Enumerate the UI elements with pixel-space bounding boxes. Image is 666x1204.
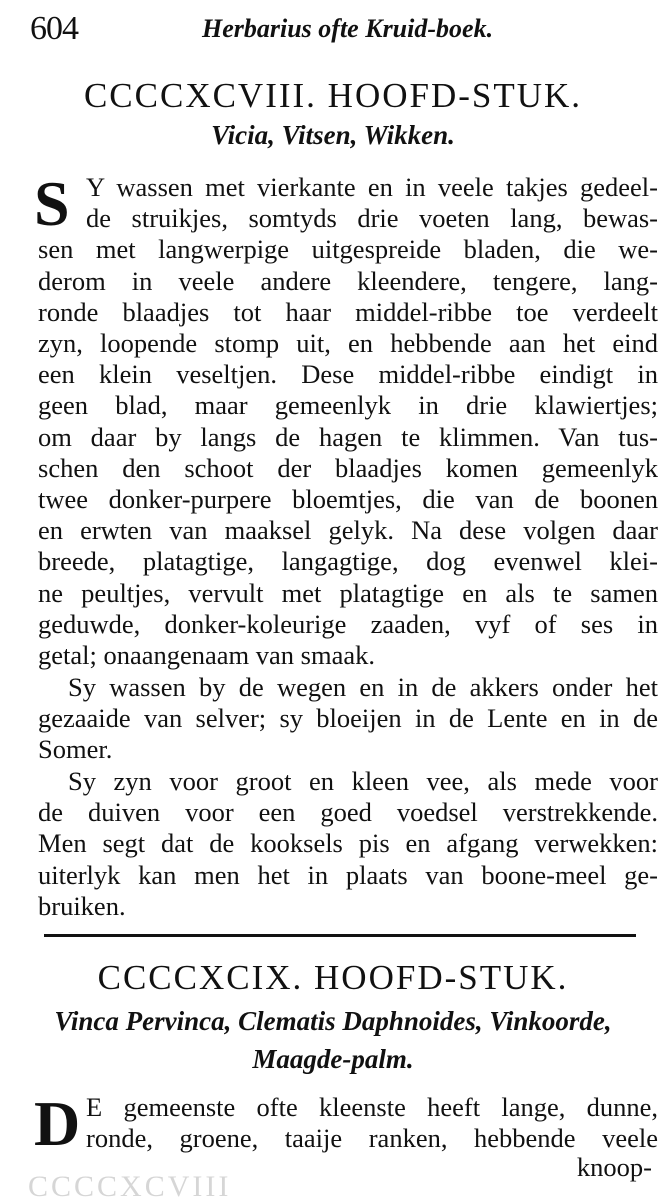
chapter-subtitle: Vinca Pervinca, Clematis Daphnoides, Vinkoorde, [54,1006,612,1036]
text-line: uiterlyk kan men het in plaats van boone-meel ge- [38,859,658,890]
text-line: derom in veele andere kleendere, tengere, lang- [38,265,658,296]
text-line: twee donker-purpere bloemtjes, die van de boonen [38,484,658,515]
text-line: Men segt dat de kooksels pis en afgang verwekken: [38,828,658,859]
text-line: ronde, groene, taaije ranken, hebbende veele [86,1123,658,1154]
text-line: gezaaide van selver; sy bloeijen in de Lente en in de [38,703,658,734]
text-line: geduwde, donker-koleurige zaaden, vyf of ses in [38,608,658,639]
chapter-subtitle: Vicia, Vitsen, Wikken. [211,120,455,150]
text-line: getal; onaangenaam van smaak. [38,640,375,671]
drop-cap: S [34,168,70,239]
text-line: om daar by langs de hagen te klimmen. Van tus- [38,421,658,452]
section-divider [44,934,636,937]
text-line: ne peultjes, vervult met platagtige en als te samen [38,577,658,608]
text-line: een klein veseltjen. Dese middel-ribbe eindigt in [38,359,658,390]
chapter-subtitle: Maagde-palm. [252,1044,414,1074]
drop-cap: D [34,1088,81,1159]
text-line: Sy wassen by de wegen en in de akkers onder het [68,672,658,702]
chapter1-paragraph3 [38,766,658,922]
text-line: sen met langwerpige uitgespreide bladen, die we- [38,234,658,265]
text-line: de duiven voor een goed voedsel verstrekkende. [38,797,658,828]
text-line: E gemeenste ofte kleenste heeft lange, dunne, [86,1092,658,1122]
text-line: en erwten van maaksel gelyk. Na dese volgen daar [38,515,658,546]
text-line: zyn, loopende stomp uit, en hebbende aan het eind [38,328,658,359]
bleedthrough-text: CCCCXCVIII [28,1170,232,1203]
chapter1-paragraph2 [38,672,658,766]
text-line: geen blad, maar gemeenlyk in drie klawiertjes; [38,390,658,421]
chapter1-paragraph1 [38,172,658,671]
text-line: Somer. [38,734,113,765]
text-line: Y wassen met vierkante en in veele takjes gedeel- [86,172,658,202]
chapter2-paragraph1 [38,1092,658,1154]
chapter-heading: CCCCXCIX. HOOFD-STUK. [97,958,569,997]
running-title: Herbarius ofte Kruid-boek. [202,14,494,43]
text-line: schen den schoot der blaadjes komen gemeenlyk [38,452,658,483]
text-line: ronde blaadjes tot haar middel-ribbe toe verdeelt [38,296,658,327]
text-line: de struikjes, somtyds drie voeten lang, bewas- [86,203,658,234]
running-head [30,10,646,50]
page-number: 604 [30,10,78,47]
text-line: Sy zyn voor groot en kleen vee, als mede voor [68,766,658,796]
catchword: knoop- [576,1152,652,1182]
text-line: breede, platagtige, langagtige, dog evenwel klei- [38,546,658,577]
chapter-heading: CCCCXCVIII. HOOFD-STUK. [83,76,583,115]
text-line: bruiken. [38,890,126,921]
